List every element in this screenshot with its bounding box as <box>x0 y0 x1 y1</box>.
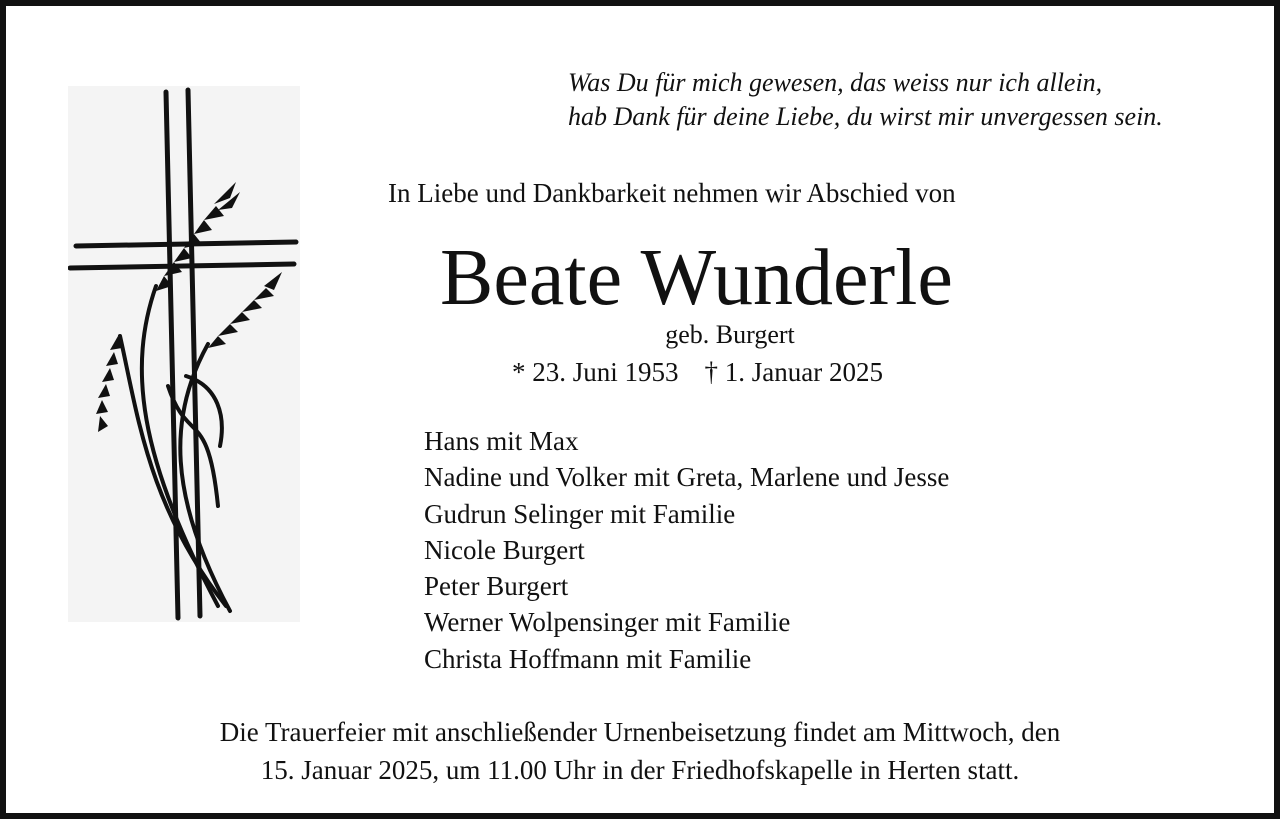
deceased-name: Beate Wunderle <box>440 234 953 322</box>
list-item: Nicole Burgert <box>424 534 585 565</box>
list-item: Gudrun Selinger mit Familie <box>424 498 736 529</box>
list-item: Christa Hoffmann mit Familie <box>424 643 752 674</box>
life-dates <box>512 357 883 388</box>
maiden-name: geb. Burgert <box>665 320 795 349</box>
list-item: Nadine und Volker mit Greta, Marlene und Jesse <box>424 462 950 493</box>
death-date: † 1. Januar 2025 <box>704 357 883 387</box>
cross-with-wheat-icon <box>68 86 300 622</box>
funeral-notice-line-1: Die Trauerfeier mit anschließender Urnenbeisetzung findet am Mittwoch, den <box>219 717 1061 747</box>
list-item: Peter Burgert <box>424 571 569 602</box>
memorial-verse <box>568 66 1163 134</box>
farewell-intro: In Liebe und Dankbarkeit nehmen wir Abschied von <box>388 178 956 208</box>
memorial-verse-line-2: hab Dank für deine Liebe, du wirst mir unvergessen sein. <box>568 102 1163 131</box>
funeral-notice-line-2: 15. Januar 2025, um 11.00 Uhr in der Friedhofskapelle in Herten statt. <box>260 755 1020 785</box>
mourners-list <box>424 423 949 677</box>
funeral-notice <box>0 713 1280 789</box>
birth-date: * 23. Juni 1953 <box>512 357 679 387</box>
list-item: Hans mit Max <box>424 426 579 456</box>
list-item: Werner Wolpensinger mit Familie <box>424 607 791 638</box>
memorial-verse-line-1: Was Du für mich gewesen, das weiss nur ich allein, <box>568 68 1103 97</box>
